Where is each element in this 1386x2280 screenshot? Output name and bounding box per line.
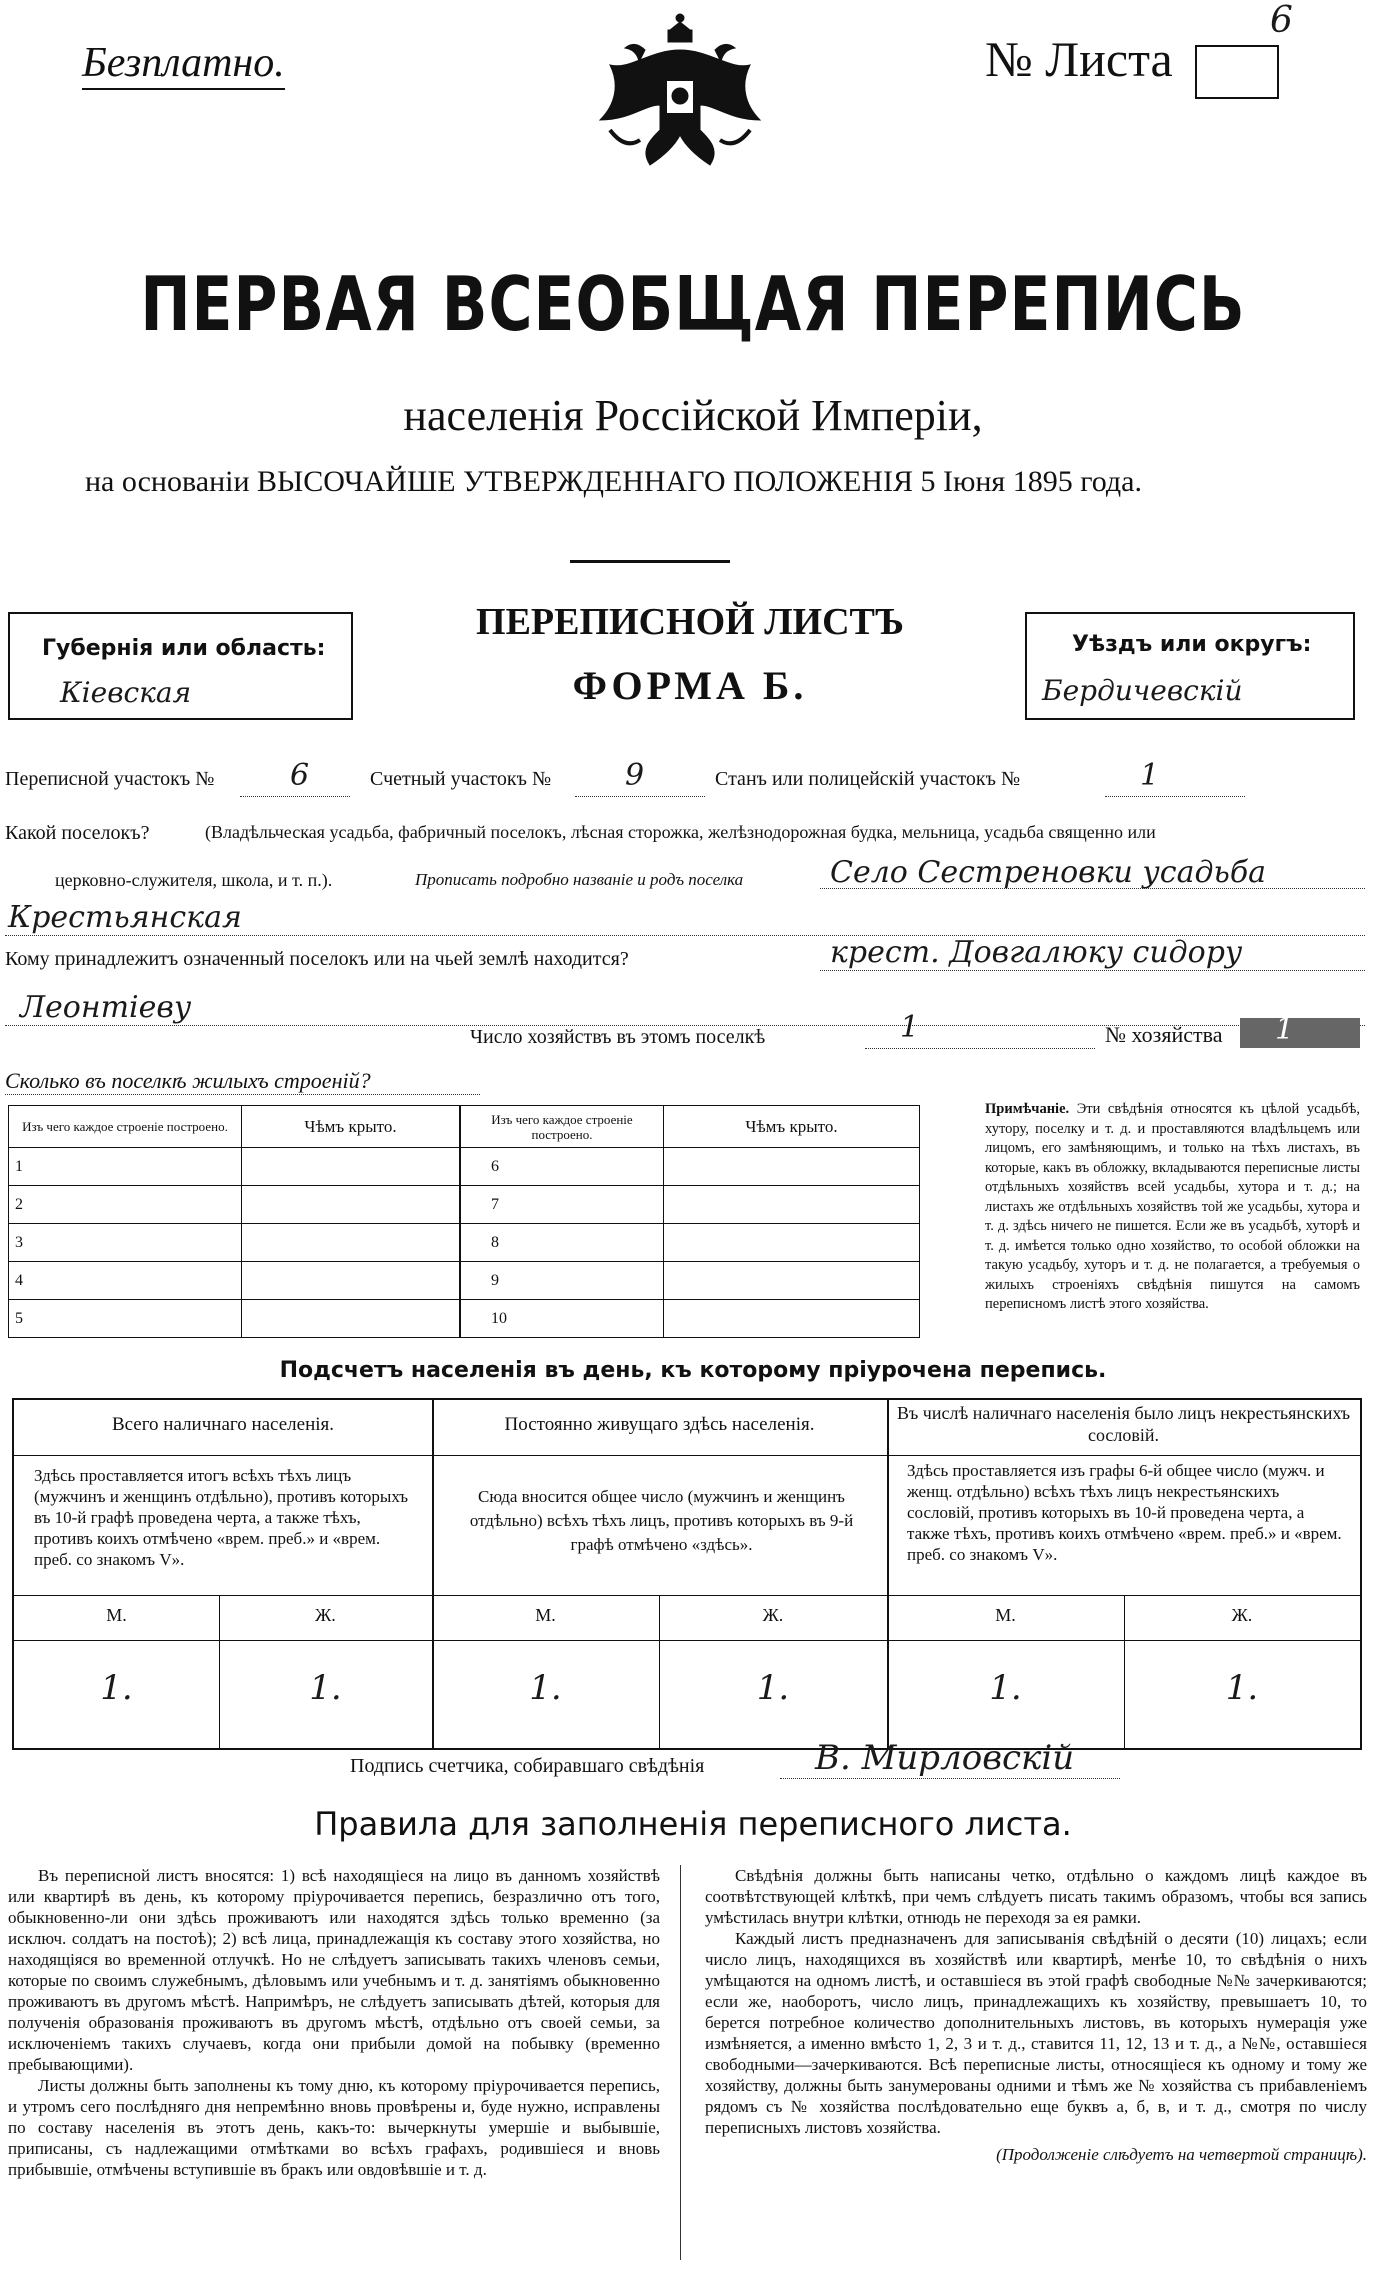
households-value: 1: [900, 1010, 920, 1045]
form-title: ПЕРЕПИСНОЙ ЛИСТЪ: [476, 601, 904, 643]
pop-col3-m-label: М.: [995, 1605, 1016, 1625]
buildings-table-right: [460, 1105, 920, 1338]
col-roof-header: Чѣмъ крыто.: [664, 1106, 920, 1148]
owner-value-2: Леонтіеву: [20, 990, 192, 1025]
population-heading: Подсчетъ населенія въ день, къ которому пріурочена перепись.: [279, 1358, 1107, 1383]
building-row-num: 6: [461, 1148, 664, 1186]
owner-value-1: крест. Довгалюку сидору: [830, 935, 1243, 970]
header-divider: [570, 560, 730, 563]
settlement-hint-2: церковно-служителя, школа, и т. п.).: [55, 870, 333, 890]
pop-col1-m-value: 1.: [100, 1668, 133, 1708]
rules-left-column: [8, 1865, 660, 2180]
building-roof-cell[interactable]: [242, 1224, 460, 1262]
building-roof-cell[interactable]: [664, 1148, 920, 1186]
building-row-num: 2: [9, 1186, 242, 1224]
settlement-instruction: Прописать подробно названіе и родъ поселка: [415, 870, 744, 889]
pop-col3-f-value: 1.: [1225, 1668, 1259, 1708]
police-district-line: [1105, 778, 1245, 797]
pop-col3-f-label: Ж.: [1231, 1605, 1253, 1625]
district-value: Бердичевскій: [1042, 674, 1243, 707]
pop-col2-title: Постоянно живущаго здѣсь населенія.: [504, 1414, 815, 1435]
pop-col1-m-label: М.: [106, 1605, 127, 1625]
pop-col3-m-value: 1.: [989, 1668, 1022, 1708]
signature-value: В. Мирловскій: [815, 1738, 1075, 1778]
building-row-num: 10: [461, 1300, 664, 1338]
rules-right-paragraph-1: Свѣдѣнія должны быть написаны четко, отдѣльно о каждомъ лицѣ каждое въ соотвѣтствующей клѣткѣ, при чемъ слѣдуетъ писать такимъ образомъ, чтобы вся запись умѣстилась внутри клѣтки, отнюдь не переходя за ея рамки.: [705, 1866, 1367, 1927]
rules-right-paragraph-2: Каждый листъ предназначенъ для записыванія свѣдѣній о десяти (10) лицахъ; если число лицъ, находящихся въ хозяйствѣ или квартирѣ, менѣе 10, то свѣдѣнія о нихъ умѣщаются на одномъ листѣ, и оставшіеся въ этой графѣ свободные №№ зачеркиваются; если же, наоборотъ, число лицъ, принадлежащихъ къ хозяйству, превышаетъ 10, то берется потребное количество дополнительныхъ листовъ, въ которыхъ нумерація уже измѣняется, а именно вмѣсто 1, 2, 3 и т. д., ставится 11, 12, 13 и т. д., а №№, оставшіеся свободными—зачеркиваются. Всѣ переписные листы, относящіеся къ одному и тому же хозяйству, должны быть занумерованы одними и тѣмъ же № хозяйства съ прибавленіемъ рядомъ съ № хозяйства послѣдовательно еще буквъ а, б, в, и т. д., смотря по числу переписныхъ листовъ хозяйства.: [705, 1929, 1367, 2137]
count-district-label: Счетный участокъ №: [370, 768, 552, 790]
signature-label: Подпись счетчика, собиравшаго свѣдѣнія: [350, 1755, 705, 1777]
note-block: [985, 1100, 1360, 1315]
pop-col3-title: Въ числѣ наличнаго населенія было лицъ некрестьянскихъ сословій.: [896, 1403, 1350, 1445]
col-roof-header: Чѣмъ крыто.: [242, 1106, 460, 1148]
building-row-num: 9: [461, 1262, 664, 1300]
note-lead: Примѣчаніе.: [985, 1101, 1070, 1117]
pop-col2-m-label: М.: [535, 1605, 556, 1625]
pop-col1-desc: Здѣсь проставляется итогъ всѣхъ тѣхъ лицъ (мужчинъ и женщинъ отдѣльно), противъ которыхъ въ 10-й графѣ проведена черта, а также тѣхъ, противъ коихъ отмѣчено «врем. преб.» и «врем. преб. со знакомъ V».: [34, 1466, 408, 1569]
building-row-num: 7: [461, 1186, 664, 1224]
basis-line: на основаніи ВЫСОЧАЙШЕ УТВЕРЖДЕННАГО ПОЛОЖЕНІЯ 5 Іюня 1895 года.: [85, 465, 1142, 498]
police-district-label: Станъ или полицейскій участокъ №: [715, 768, 1021, 790]
rules-continued-note: (Продолженіе слѣдуетъ на четвертой страницѣ).: [996, 2145, 1367, 2164]
owner-label: Кому принадлежитъ означенный поселокъ или на чьей землѣ находится?: [5, 948, 629, 970]
pop-col1-title: Всего наличнаго населенія.: [111, 1414, 335, 1435]
household-no-label: № хозяйства: [1105, 1022, 1223, 1047]
building-row-num: 5: [9, 1300, 242, 1338]
settlement-label: Какой поселокъ?: [5, 822, 150, 844]
building-roof-cell[interactable]: [664, 1300, 920, 1338]
settlement-value-2: Крестьянская: [8, 900, 242, 935]
sheet-number-label: № Листа: [985, 31, 1173, 87]
district-box: [1025, 612, 1355, 720]
buildings-label: Сколько въ поселкѣ жилыхъ строеній?: [5, 1068, 371, 1093]
building-row-num: 3: [9, 1224, 242, 1262]
settlement-value-1: Село Сестреновки усадьба: [830, 855, 1267, 890]
building-roof-cell[interactable]: [664, 1224, 920, 1262]
census-district-value: 6: [290, 758, 310, 793]
sheet-number-box: [1195, 45, 1279, 99]
pop-col1-f-value: 1.: [309, 1668, 342, 1708]
page-title: ПЕРВАЯ ВСЕОБЩАЯ ПЕРЕПИСЬ: [140, 261, 1246, 349]
rules-right-column: [705, 1865, 1367, 2165]
building-roof-cell[interactable]: [664, 1262, 920, 1300]
pop-col2-desc: Сюда вносится общее число (мужчинъ и женщинъ отдѣльно) всѣхъ тѣхъ лицъ, противъ которыхъ въ 9-й графѣ отмѣчено «здѣсь».: [469, 1487, 854, 1554]
buildings-line: [5, 1072, 480, 1095]
building-roof-cell[interactable]: [664, 1186, 920, 1224]
rules-heading: Правила для заполненія переписного листа.: [314, 1805, 1072, 1843]
building-roof-cell[interactable]: [242, 1262, 460, 1300]
free-label: Безплатно.: [82, 38, 285, 90]
count-district-value: 9: [625, 758, 645, 793]
households-label: Число хозяйствъ въ этомъ поселкѣ: [470, 1026, 766, 1048]
building-row-num: 1: [9, 1148, 242, 1186]
page-subtitle: населенія Россійской Имперіи,: [403, 391, 983, 440]
household-no-value: 1: [1275, 1012, 1295, 1047]
building-row-num: 4: [9, 1262, 242, 1300]
pop-col3-desc: Здѣсь проставляется изъ графы 6-й общее число (мужч. и женщ. отдѣльно) всѣхъ тѣхъ лицъ некрестьянскихъ сословій, противъ которыхъ въ 10-й проведена черта, а также тѣхъ, противъ коихъ отмѣчено «врем. преб.» и «врем. преб. со знакомъ V».: [907, 1461, 1342, 1564]
pop-col2-f-value: 1.: [756, 1668, 790, 1708]
rules-column-divider: [680, 1865, 681, 2260]
province-box: [8, 612, 353, 720]
sheet-number-value: 6: [1270, 0, 1293, 41]
population-table: [12, 1398, 1362, 1750]
district-label: Уѣздъ или округъ:: [1072, 632, 1312, 657]
building-roof-cell[interactable]: [242, 1148, 460, 1186]
building-roof-cell[interactable]: [242, 1186, 460, 1224]
building-row-num: 8: [461, 1224, 664, 1262]
settlement-hint: (Владѣльческая усадьба, фабричный поселокъ, лѣсная сторожка, желѣзнодорожная будка, мельница, усадьба священно или: [205, 822, 1156, 842]
col-material-header: Изъ чего каждое строеніе построено.: [9, 1106, 242, 1148]
pop-col1-f-label: Ж.: [315, 1605, 336, 1625]
rules-left-paragraph-2: Листы должны быть заполнены къ тому дню, къ которому пріурочивается перепись, и утромъ сего послѣдняго дня непремѣнно вновь провѣрены и, буде нужно, исправлены по составу населенія въ этотъ день, какъ-то: вычеркнуты умершіе и выбывшіе, приписаны, съ надлежащими отмѣтками во всѣхъ графахъ, родившіеся и вновь прибывшіе, отмѣчены вступившіе въ бракъ или овдовѣвшіе и т. д.: [8, 2076, 660, 2179]
census-district-label: Переписной участокъ №: [5, 768, 215, 790]
police-district-value: 1: [1140, 758, 1160, 793]
building-roof-cell[interactable]: [242, 1300, 460, 1338]
buildings-table-left: [8, 1105, 460, 1338]
imperial-eagle-emblem: [590, 10, 770, 180]
note-text: Эти свѣдѣнія относятся къ цѣлой усадьбѣ, хутору, поселку и т. д. и проставляются владѣльцемъ или лицомъ, его замѣняющимъ, и только на тѣхъ листахъ, въ которые, какъ въ обложку, вкладываются переписные листы отдѣльныхъ хозяйствъ всей усадьбы, хутора и т. д.; на листахъ же отдѣльныхъ хозяйствъ той же усадьбы, хутора и т. д. здѣсь ничего не пишется. Если же въ усадьбѣ, хуторѣ и т. д. имѣется только одно хозяйство, то особой обложки на такую усадьбу, хуторъ и т. д. не полагается, а требуемыя о жилыхъ строеніяхъ свѣдѣнія пишутся на самомъ переписномъ листѣ этого хозяйства.: [985, 1101, 1361, 1312]
province-value: Кіевская: [60, 676, 192, 709]
col-material-header: Изъ чего каждое строеніе построено.: [461, 1106, 664, 1148]
form-name: ФОРМА Б.: [572, 663, 808, 708]
pop-col2-f-label: Ж.: [762, 1605, 784, 1625]
pop-col2-m-value: 1.: [529, 1668, 562, 1708]
household-no-box: [1240, 1018, 1360, 1048]
rules-left-paragraph-1: Въ переписной листъ вносятся: 1) всѣ находящіеся на лицо въ данномъ хозяйствѣ или квартирѣ въ день, къ которому пріурочивается перепись, безразлично отъ того, обыкновенно-ли они здѣсь проживаютъ или находятся здѣсь только временно (за исключ. солдатъ на постоѣ); 2) всѣ лица, принадлежащія къ составу этого хозяйства, но находящіяся во временной отлучкѣ. Но не слѣдуетъ записывать такихъ членовъ семьи, которые по своимъ служебнымъ, дѣловымъ или учебнымъ и т. д. занятіямъ обыкновенно проживаютъ въ другомъ мѣстѣ. Напримѣръ, не слѣдуетъ записывать дѣтей, которыя для полученія образованія проживаютъ въ другомъ мѣстѣ, отдѣльно отъ своей семьи, за исключеніемъ такихъ случаевъ, когда они прибыли домой на побывку (временно пребывающими).: [8, 1866, 660, 2074]
province-label: Губернія или область:: [42, 636, 326, 661]
